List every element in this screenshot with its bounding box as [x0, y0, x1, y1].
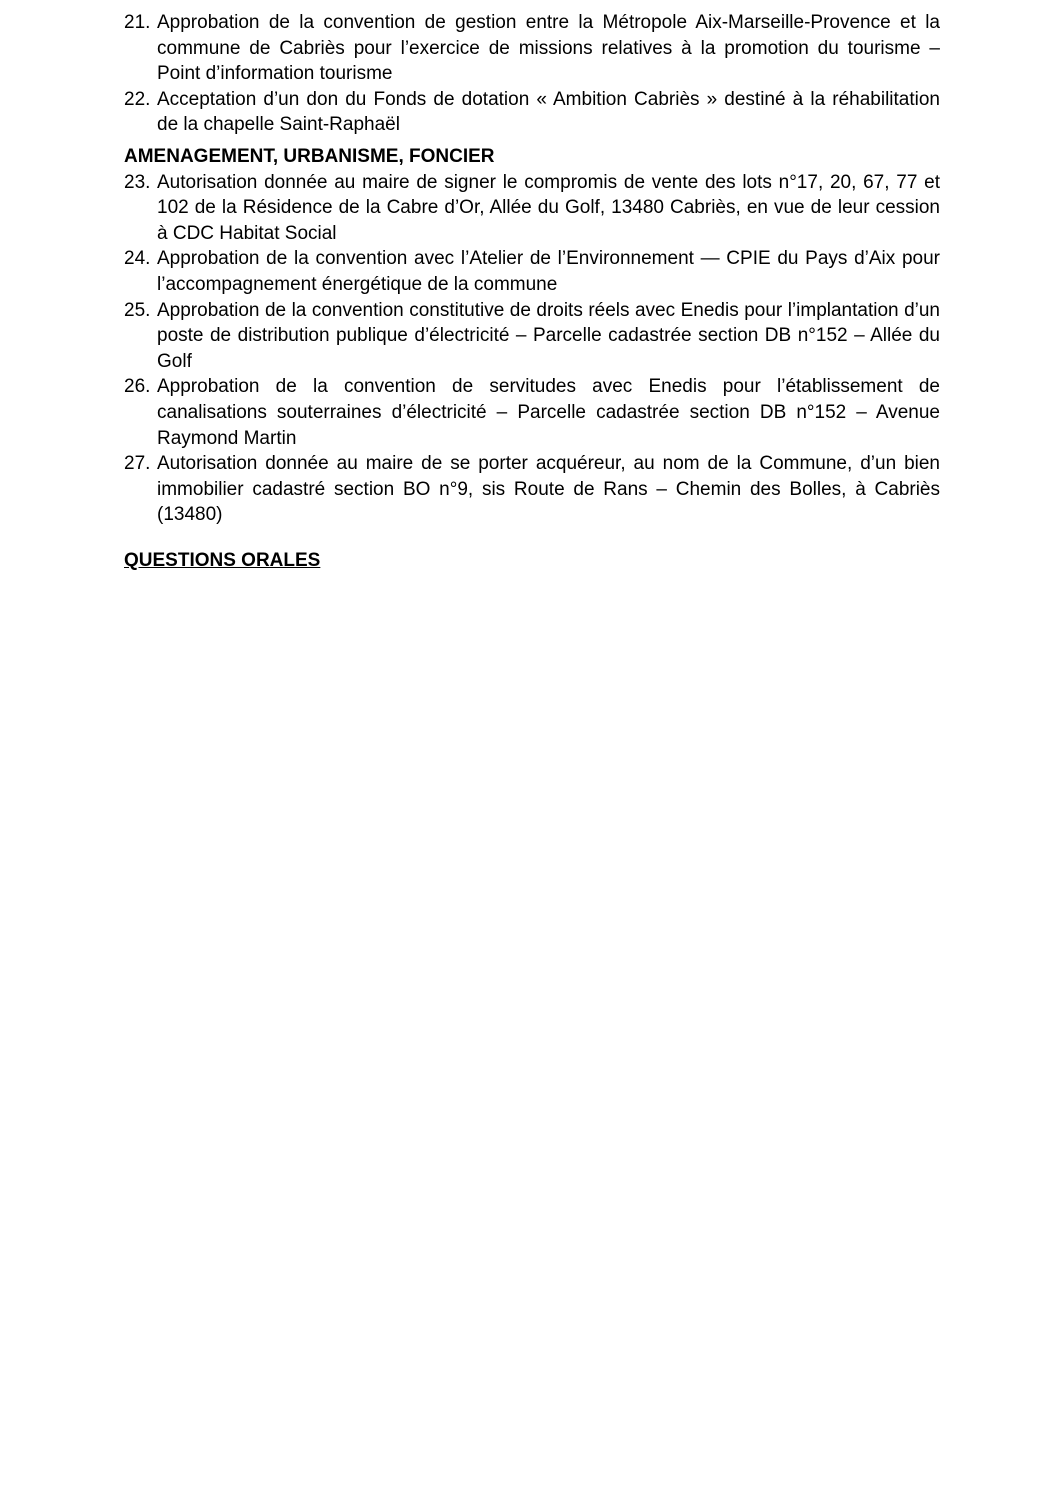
agenda-item-22 [124, 87, 940, 138]
item-text: Approbation de la convention avec l’Atelier de l’Environnement — CPIE du Pays d’Aix pour l’accompagnement énergétique de la commune [157, 248, 940, 295]
item-text: Autorisation donnée au maire de signer le compromis de vente des lots n°17, 20, 67, 77 et 102 de la Résidence de la Cabre d’Or, Allée du Golf, 13480 Cabriès, en vue de leur cession à CDC Habitat Social [157, 171, 940, 244]
section-heading-amenagement: AMENAGEMENT, URBANISME, FONCIER [124, 145, 495, 167]
item-number: 26. [124, 376, 151, 398]
agenda-list-top [124, 10, 940, 138]
agenda-item-26 [124, 374, 940, 451]
item-text: Acceptation d’un don du Fonds de dotation « Ambition Cabriès » destiné à la réhabilitation de la chapelle Saint-Raphaël [157, 88, 940, 136]
item-text: Approbation de la convention de gestion entre la Métropole Aix-Marseille-Provence et la commune de Cabriès pour l’exercice de missions relatives à la promotion du tourisme – Point d’information tourisme [157, 12, 940, 85]
oral-questions-heading: QUESTIONS ORALES [124, 549, 321, 571]
agenda-item-24 [124, 246, 940, 297]
agenda-item-27 [124, 451, 940, 528]
agenda-item-25 [124, 298, 940, 375]
agenda-list-amenagement [124, 170, 940, 528]
item-text: Approbation de la convention constitutive de droits réels avec Enedis pour l’implantation d’un poste de distribution publique d’électricité – Parcelle cadastrée section DB n°152 – Allée du Golf [157, 299, 940, 372]
item-number: 22. [124, 88, 151, 110]
item-number: 21. [124, 12, 151, 33]
item-number: 27. [124, 453, 151, 475]
item-text: Autorisation donnée au maire de se porter acquéreur, au nom de la Commune, d’un bien immobilier cadastré section BO n°9, sis Route de Rans – Chemin des Bolles, à Cabriès (13480) [157, 453, 940, 526]
item-number: 25. [124, 299, 151, 321]
item-text: Approbation de la convention de servitudes avec Enedis pour l’établissement de canalisations souterraines d’électricité – Parcelle cadastrée section DB n°152 – Avenue Raymond Martin [157, 376, 940, 449]
agenda-item-23 [124, 170, 940, 247]
item-number: 23. [124, 171, 151, 193]
agenda-item-21 [124, 10, 940, 87]
item-number: 24. [124, 248, 151, 270]
